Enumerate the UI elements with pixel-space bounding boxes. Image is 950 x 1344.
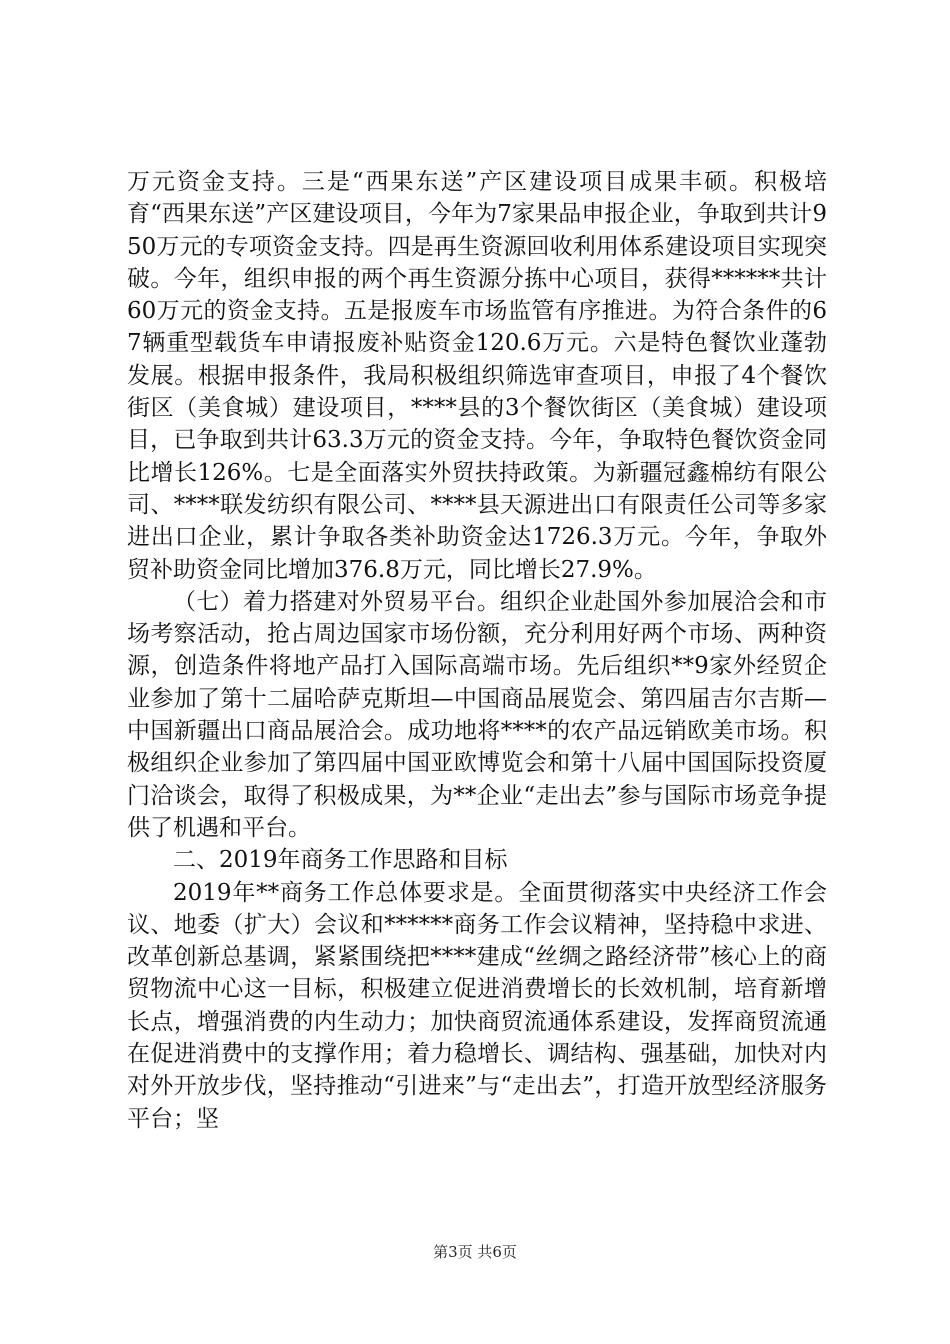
page-number-footer: 第3页 共6页 [433,1243,517,1261]
paragraph-policy-results: 万元资金支持。三是“西果东送”产区建设项目成果丰硕。积极培育“西果东送”产区建设项目，今年为7家果品申报企业，争取到共计950万元的专项资金支持。四是再生资源回收利用体系建设项目实现突破。今年，组织申报的两个再生资源分拣中心项目，获得******共计60万元的资金支持。五是报废车市场监管有序推进。为符合条件的67辆重型载货车申请报废补贴资金120.6万元。六是特色餐饮业蓬勃发展。根据申报条件，我局积极组织筛选审查项目，申报了4个餐饮街区（美食城）建设项目，****县的3个餐饮街区（美食城）建设项目，已争取到共计63.3万元的资金支持。今年，争取特色餐饮资金同比增长126%。七是全面落实外贸扶持政策。为新疆冠鑫棉纺有限公司、****联发纺织有限公司、****县天源进出口有限责任公司等多家进出口企业，累计争取各类补助资金达1726.3万元。今年，争取外贸补助资金同比增加376.8万元，同比增长27.9%。 [127,169,827,583]
document-body [127,166,827,1135]
section-heading: 二、2019年商务工作思路和目标 [173,847,508,874]
paragraph-foreign-trade-platform: （七）着力搭建对外贸易平台。组织企业赴国外参加展洽会和市场考察活动，抢占周边国家市场份额，充分利用好两个市场、两种资源，创造条件将地产品打入国际高端市场。先后组织**9家外经贸企业参加了第十二届哈萨克斯坦—中国商品展览会、第四届吉尔吉斯—中国新疆出口商品展洽会。成功地将****的农产品远销欧美市场。积极组织企业参加了第四届中国亚欧博览会和第十八届中国国际投资厦门洽谈会，取得了积极成果，为**企业“走出去”参与国际市场竞争提供了机遇和平台。 [127,588,827,841]
paragraph-2019-requirements: 2019年**商务工作总体要求是。全面贯彻落实中央经济工作会议、地委（扩大）会议和******商务工作会议精神，坚持稳中求进、改革创新总基调，紧紧围绕把****建成“丝绸之路经济带”核心上的商贸物流中心这一目标，积极建立促进消费增长的长效机制，培育新增长点，增强消费的内生动力；加快商贸流通体系建设，发挥商贸流通在促进消费中的支撑作用；着力稳增长、调结构、强基础，加快对内对外开放步伐，坚持推动“引进来”与“走出去”，打造开放型经济服务平台；坚 [127,879,827,1132]
